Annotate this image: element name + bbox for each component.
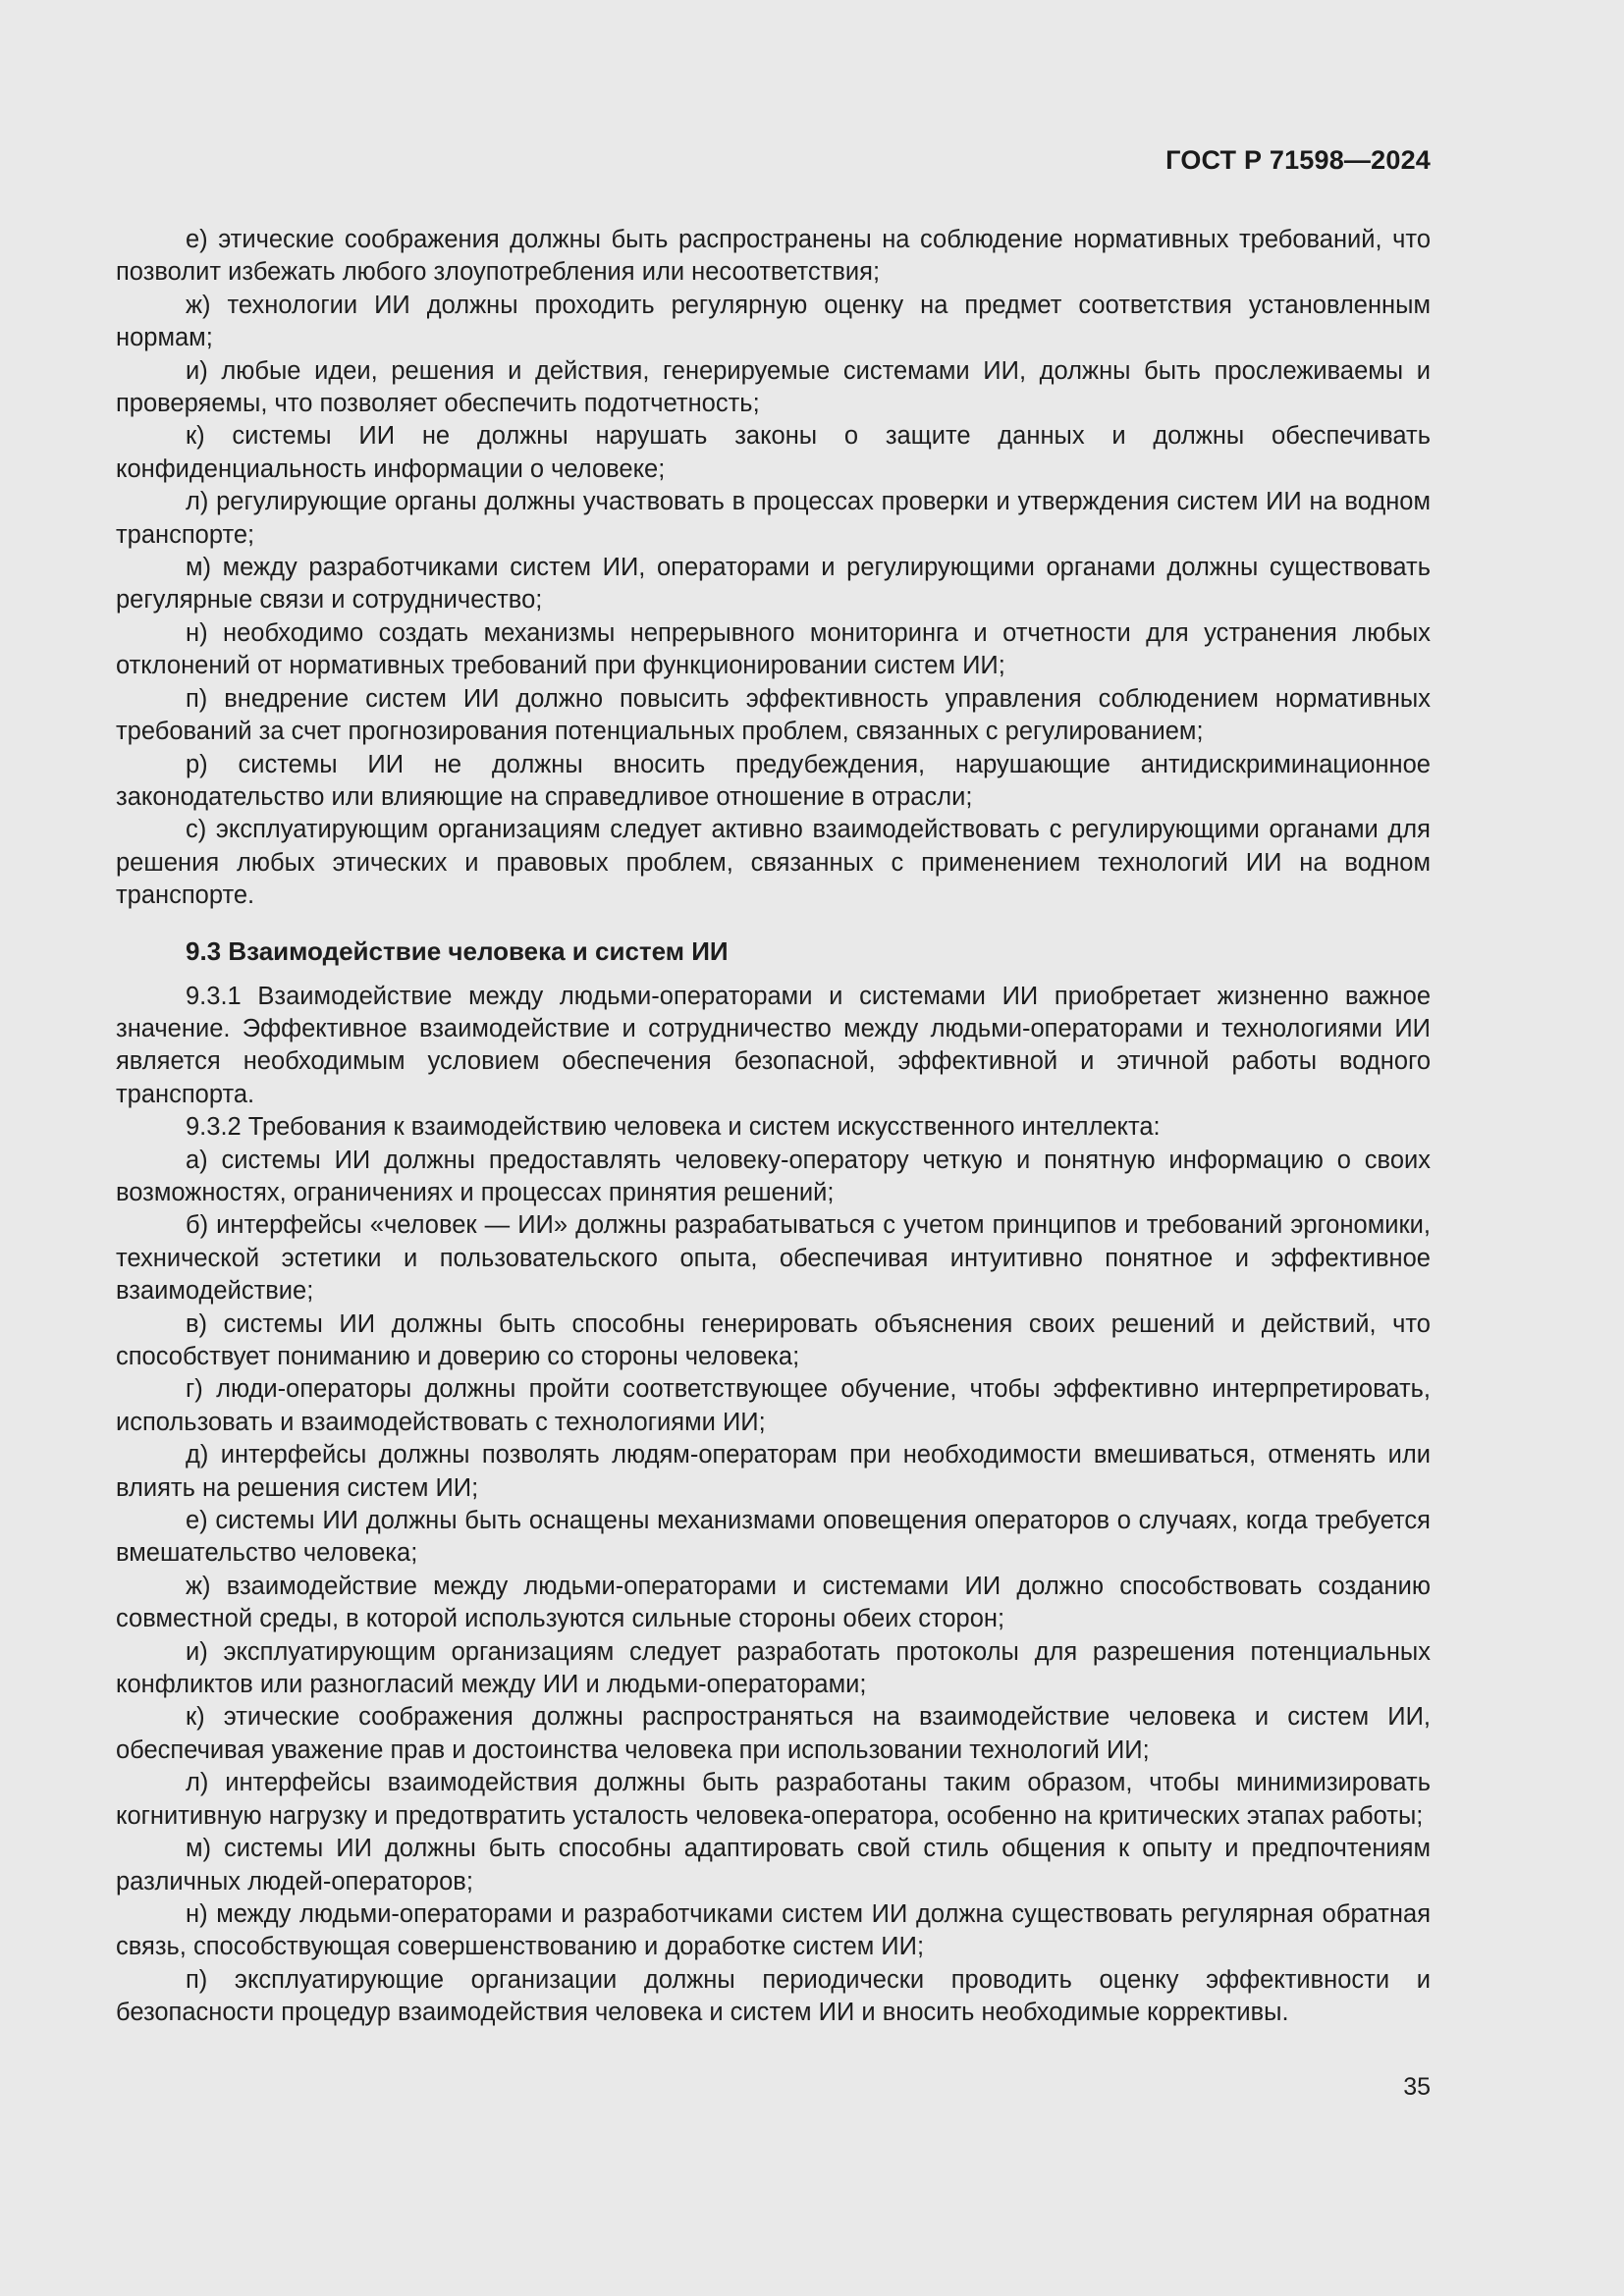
list-item: п) эксплуатирующие организации должны периодически проводить оценку эффективности и безопасности процедур взаимодействия человека и систем ИИ и вносить необходимые коррективы. [116,1965,1431,2027]
paragraph-9-3-1: 9.3.1 Взаимодействие между людьми-операторами и системами ИИ приобретает жизненно важное значение. Эффективное взаимодействие и сотрудничество между людьми-операторами и технологиями ИИ является необходимым условием обеспечения безопасной, эффективной и этичной работы водного транспорта. [116,982,1431,1108]
list-item: б) интерфейсы «человек — ИИ» должны разрабатываться с учетом принципов и требований эргономики, технической эстетики и пользовательского опыта, обеспечивая интуитивно понятное и эффективное взаимодействие; [116,1211,1431,1306]
list-item: л) интерфейсы взаимодействия должны быть разработаны таким образом, чтобы минимизировать когнитивную нагрузку и предотвратить усталость человека-оператора, особенно на критических этапах работы; [116,1769,1431,1830]
list-item: н) необходимо создать механизмы непрерывного мониторинга и отчетности для устранения любых отклонений от нормативных требований при функционировании систем ИИ; [116,618,1431,680]
list-item: е) этические соображения должны быть распространены на соблюдение нормативных требований, что позволит избежать любого злоупотребления или несоответствия; [116,226,1431,287]
list-item: к) системы ИИ не должны нарушать законы о защите данных и должны обеспечивать конфиденциальность информации о человеке; [116,422,1431,483]
paragraph-9-3-2: 9.3.2 Требования к взаимодействию человека и систем искусственного интеллекта: [186,1113,1161,1142]
list-item: л) регулирующие органы должны участвовать в процессах проверки и утверждения систем ИИ на водном транспорте; [116,488,1431,549]
list-item: и) эксплуатирующим организациям следует разработать протоколы для разрешения потенциальных конфликтов или разногласий между ИИ и людьми-операторами; [116,1637,1431,1699]
list-item: г) люди-операторы должны пройти соответствующее обучение, чтобы эффективно интерпретировать, использовать и взаимодействовать с технологиями ИИ; [116,1375,1431,1436]
document-body [116,224,1431,2030]
list-item: п) внедрение систем ИИ должно повысить эффективность управления соблюдением нормативных требований за счет прогнозирования потенциальных проблем, связанных с регулированием; [116,684,1431,746]
document-header: ГОСТ Р 71598—2024 [1165,145,1431,175]
list-item: н) между людьми-операторами и разработчиками систем ИИ должна существовать регулярная обратная связь, способствующая совершенствованию и доработке систем ИИ; [116,1899,1431,1961]
list-item: к) этические соображения должны распространяться на взаимодействие человека и систем ИИ, обеспечивая уважение прав и достоинства человека при использовании технологий ИИ; [116,1703,1431,1764]
list-item: м) между разработчиками систем ИИ, операторами и регулирующими органами должны существовать регулярные связи и сотрудничество; [116,554,1431,614]
section-heading: 9.3 Взаимодействие человека и систем ИИ [186,935,729,966]
list-item: ж) технологии ИИ должны проходить регулярную оценку на предмет соответствия установленным нормам; [116,291,1431,352]
list-item: в) системы ИИ должны быть способны генерировать объяснения своих решений и действий, что способствует пониманию и доверию со стороны человека; [116,1309,1431,1370]
list-item: с) эксплуатирующим организациям следует активно взаимодействовать с регулирующими органами для решения любых этических и правовых проблем, связанных с применением технологий ИИ на водном транспорте. [116,816,1431,910]
page-number: 35 [1403,2073,1431,2101]
list-item: а) системы ИИ должны предоставлять человеку-оператору четкую и понятную информацию о своих возможностях, ограничениях и процессах принятия решений; [116,1146,1431,1206]
list-item: и) любые идеи, решения и действия, генерируемые системами ИИ, должны быть прослеживаемы и проверяемы, что позволяет обеспечить подотчетность; [116,356,1431,418]
list-item: р) системы ИИ не должны вносить предубеждения, нарушающие антидискриминационное законодательство или влияющие на справедливое отношение в отрасли; [116,750,1431,811]
list-item: м) системы ИИ должны быть способны адаптировать свой стиль общения к опыту и предпочтениям различных людей-операторов; [116,1835,1431,1896]
list-item: д) интерфейсы должны позволять людям-операторам при необходимости вмешиваться, отменять или влиять на решения систем ИИ; [116,1441,1431,1502]
list-item: ж) взаимодействие между людьми-операторами и системами ИИ должно способствовать созданию совместной среды, в которой используются сильные стороны обеих сторон; [116,1572,1431,1633]
list-item: е) системы ИИ должны быть оснащены механизмами оповещения операторов о случаях, когда требуется вмешательство человека; [116,1507,1431,1568]
